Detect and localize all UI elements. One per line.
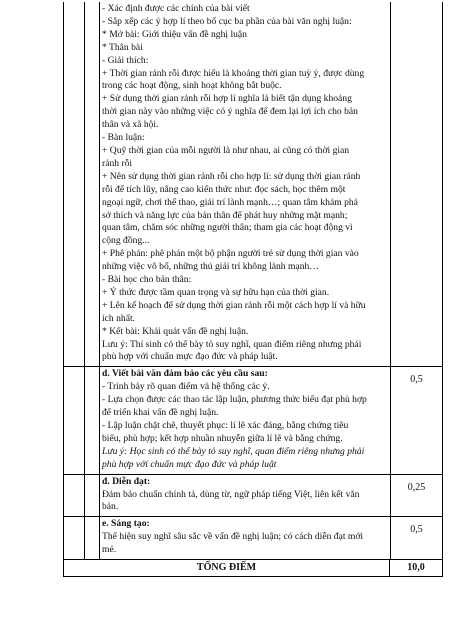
section-c-line: + Nên sử dụng thời gian rảnh rỗi cho hợp lí: sử dụng thời gian rảnh xyxy=(102,170,361,182)
total-points: 10,0 xyxy=(407,562,425,574)
section-dd-title: đ. Diễn đạt: xyxy=(102,475,151,487)
section-c-line: * Kết bài: Khái quát vấn đề nghị luận. xyxy=(102,325,249,337)
section-d-lines xyxy=(102,381,390,471)
section-c-line: * Thân bài xyxy=(102,41,143,53)
section-c-line: những việc vô bổ, những thú giải trí không lành mạnh… xyxy=(102,261,319,273)
section-d-line: - Lập luận chặt chẽ, thuyết phục: lí lẽ xác đáng, bằng chứng tiêu xyxy=(102,420,349,431)
col-question xyxy=(85,2,100,366)
section-d-title: d. Viết bài văn đảm bảo các yêu cầu sau: xyxy=(102,368,268,380)
section-c-line: * Mở bài: Giới thiệu vấn đề nghị luận xyxy=(102,28,247,40)
section-c-line: thời gian này vào những việc có ý nghĩa để đem lại lợi ích cho bản xyxy=(102,106,358,118)
section-d-line: biểu, phù hợp; kết hợp nhuần nhuyễn giữa lí lẽ và bằng chứng. xyxy=(102,432,343,444)
section-c-line: + Lên kế hoạch để sử dụng thời gian rảnh rỗi một cách hợp lí và hữu xyxy=(102,299,366,311)
section-c-line: - Xác định được các chính của bài viết xyxy=(102,3,250,14)
col-question xyxy=(85,517,100,559)
col-question xyxy=(85,475,100,517)
section-c-line: - Giải thích: xyxy=(102,54,149,66)
section-c-line: quan tâm, chăm sóc những người thân; tham gia các hoạt động vì xyxy=(102,222,353,234)
col-part xyxy=(64,367,85,473)
section-dd-line: bản. xyxy=(102,501,119,513)
section-c-points xyxy=(391,2,442,366)
section-d-line: để triển khai vấn đề nghị luận. xyxy=(102,407,219,419)
section-c-line: + Ý thức được tầm quan trọng và sự hữu hạn của thời gian. xyxy=(102,286,330,298)
section-c-line: - Sắp xếp các ý hợp lí theo bố cục ba phần của bài văn nghị luận: xyxy=(102,15,352,27)
section-e-content xyxy=(100,517,391,559)
section-c-line: cộng đồng... xyxy=(102,235,150,247)
section-e-points: 0,5 xyxy=(410,524,423,536)
section-c-line: thân và xã hội. xyxy=(102,119,159,131)
total-label: TỔNG ĐIỂM xyxy=(64,560,390,576)
section-c-line: ích nhất. xyxy=(102,312,136,324)
section-c-line: trong các hoạt động, sinh hoạt không bắt buộc. xyxy=(102,80,282,92)
section-e-line: mẻ. xyxy=(102,544,117,556)
section-e-line: Thể hiện suy nghĩ sâu sắc về vấn đề nghị luận; có cách diễn đạt mới xyxy=(102,531,364,543)
section-d-note: phù hợp với chuẩn mực đạo đức và pháp luật xyxy=(102,458,277,470)
col-part xyxy=(64,2,85,366)
section-dd-line: Đảm bảo chuẩn chính tả, dùng từ, ngữ pháp tiếng Việt, liên kết văn xyxy=(102,488,360,500)
section-d-content xyxy=(100,367,391,473)
section-d-line: - Lựa chọn được các thao tác lập luận, phương thức biểu đạt phù hợp xyxy=(102,394,367,406)
section-d-note: Lưu ý: Học sinh có thể bày tỏ suy nghĩ, quan điểm riêng nhưng phải xyxy=(102,445,365,457)
col-question xyxy=(85,367,100,473)
row-section-c xyxy=(64,2,442,367)
col-part xyxy=(64,517,85,559)
section-dd-points: 0,25 xyxy=(407,481,426,493)
row-section-e xyxy=(64,517,442,560)
section-c-line: + Quỹ thời gian của mỗi người là như nhau, ai cũng có thời gian xyxy=(102,144,350,156)
section-c-line: rỗi để tích lũy, nâng cao kiến thức như: đọc sách, học thêm một xyxy=(102,183,346,195)
section-c-line: phù hợp với chuẩn mực đạo đức và pháp luật. xyxy=(102,351,278,363)
section-c-line: - Bài học cho bản thân: xyxy=(102,274,192,286)
section-c-line: + Sử dụng thời gian rảnh rỗi hợp lí nghĩa là biết tận dụng khoảng xyxy=(102,93,352,105)
section-e-title: e. Sáng tạo: xyxy=(102,518,150,530)
row-section-d xyxy=(64,367,442,474)
section-c-content xyxy=(100,2,391,366)
section-c-line: - Bàn luận: xyxy=(102,132,145,144)
row-section-dd xyxy=(64,475,442,518)
total-row xyxy=(64,560,442,577)
section-dd-content xyxy=(100,475,391,517)
section-c-line: + Phê phán: phê phán một bộ phận người trẻ sử dụng thời gian vào xyxy=(102,248,359,260)
section-c-line: ngoại ngữ, chơi thể thao, giải trí lành mạnh…; quan tâm khám phá xyxy=(102,196,358,208)
section-d-line: - Trình bày rõ quan điểm và hệ thống các ý. xyxy=(102,381,270,393)
section-c-line: + Thời gian rảnh rỗi được hiểu là khoảng thời gian tuỳ ý, được dùng xyxy=(102,67,365,79)
section-c-line: sở thích và năng lực của bản thân để phát huy những mặt mạnh; xyxy=(102,209,348,221)
section-c-line: Lưu ý: Thí sinh có thể bày tỏ suy nghĩ, quan điểm riêng nhưng phải xyxy=(102,338,362,350)
section-d-points: 0,5 xyxy=(410,374,423,386)
grading-table xyxy=(63,2,443,577)
col-part xyxy=(64,475,85,517)
section-c-line: rảnh rỗi xyxy=(102,157,133,169)
